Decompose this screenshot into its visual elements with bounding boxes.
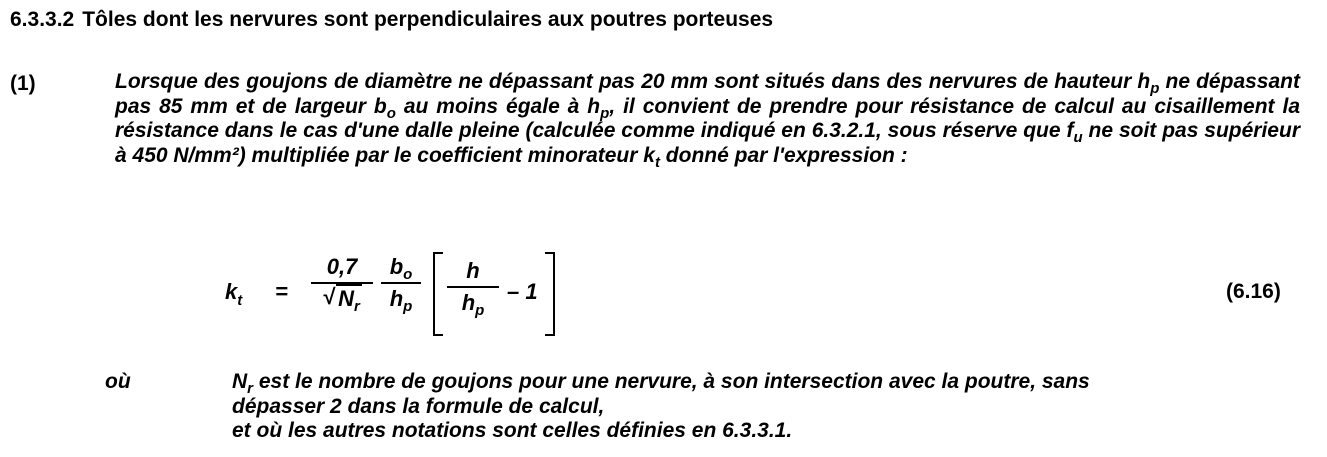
fraction-height-ratio (447, 258, 499, 319)
fraction-height-denominator (447, 288, 499, 319)
definition-line-2: dépasser 2 dans la formule de calcul, (232, 394, 605, 418)
definition-symbol: N (232, 370, 248, 393)
para-text-4: , il convient de prendre pour résistance de calcul au cisaillement la résistance dans le cas d'une dalle pleine (calculée comme indiqué en 6.3.2.1, sous réserve que f (115, 94, 1300, 143)
formula-minus-one: – 1 (507, 279, 538, 304)
definition-line-1 (232, 370, 1292, 395)
height-symbol: h (389, 286, 404, 311)
height-subscript: p (403, 298, 413, 315)
paragraph-number: (1) (10, 72, 36, 95)
section-title: Tôles dont les nervures sont perpendiculaires aux poutres porteuses (82, 8, 774, 31)
rib-height-subscript: p (475, 302, 485, 319)
definition-text-1: est le nombre de goujons pour une nervure, à son intersection avec la poutre, sans (253, 370, 1090, 393)
radicand-symbol: N (338, 286, 355, 311)
radicand-subscript: r (354, 298, 360, 315)
subscript-p-2: p (600, 104, 610, 122)
where-label: où (105, 370, 131, 393)
section-heading (10, 8, 773, 32)
where-definitions (232, 370, 1292, 444)
subscript-t: t (654, 153, 660, 171)
formula-equals: = (275, 279, 288, 304)
formula-lhs-symbol: k (225, 279, 238, 304)
subscript-u: u (1073, 129, 1083, 147)
radicand (336, 284, 362, 315)
rib-height-symbol: h (461, 290, 476, 315)
fraction-width-numerator (381, 254, 421, 284)
width-subscript: o (403, 266, 413, 283)
width-symbol: b (389, 254, 404, 279)
left-bracket (433, 252, 443, 336)
fraction-coefficient (311, 254, 373, 315)
fraction-width-ratio (381, 254, 421, 315)
para-text-6: donné par l'expression : (659, 143, 908, 167)
para-text-3: au moins égale à h (395, 94, 601, 118)
para-text-5: ne soit pas supérieur à 450 N/mm²) multipliée par le coefficient minorateur k (115, 119, 1300, 167)
right-bracket (545, 252, 555, 336)
formula-lhs-subscript: t (237, 292, 243, 309)
fraction-width-denominator (381, 284, 421, 315)
definition-line-3: et où les autres notations sont celles définies en 6.3.3.1. (232, 419, 793, 443)
fraction-coefficient-denominator (311, 284, 373, 315)
square-root (322, 284, 362, 315)
section-number: 6.3.3.2 (10, 8, 75, 31)
fraction-height-numerator: h (447, 258, 499, 288)
fraction-coefficient-numerator: 0,7 (311, 254, 373, 284)
subscript-o: o (386, 104, 396, 122)
para-text-1: Lorsque des goujons de diamètre ne dépassant pas 20 mm sont situés dans des nervures de hauteur h (115, 70, 1151, 93)
radical-sign: √ (322, 284, 335, 309)
subscript-p: p (1150, 80, 1160, 97)
definition-symbol-subscript: r (247, 380, 254, 397)
paragraph-body (115, 70, 1300, 171)
para-text-2: ne dépassant pas 85 mm et de largeur b (115, 70, 1300, 118)
equation-number: (6.16) (1226, 280, 1281, 303)
formula-lhs (225, 279, 243, 309)
